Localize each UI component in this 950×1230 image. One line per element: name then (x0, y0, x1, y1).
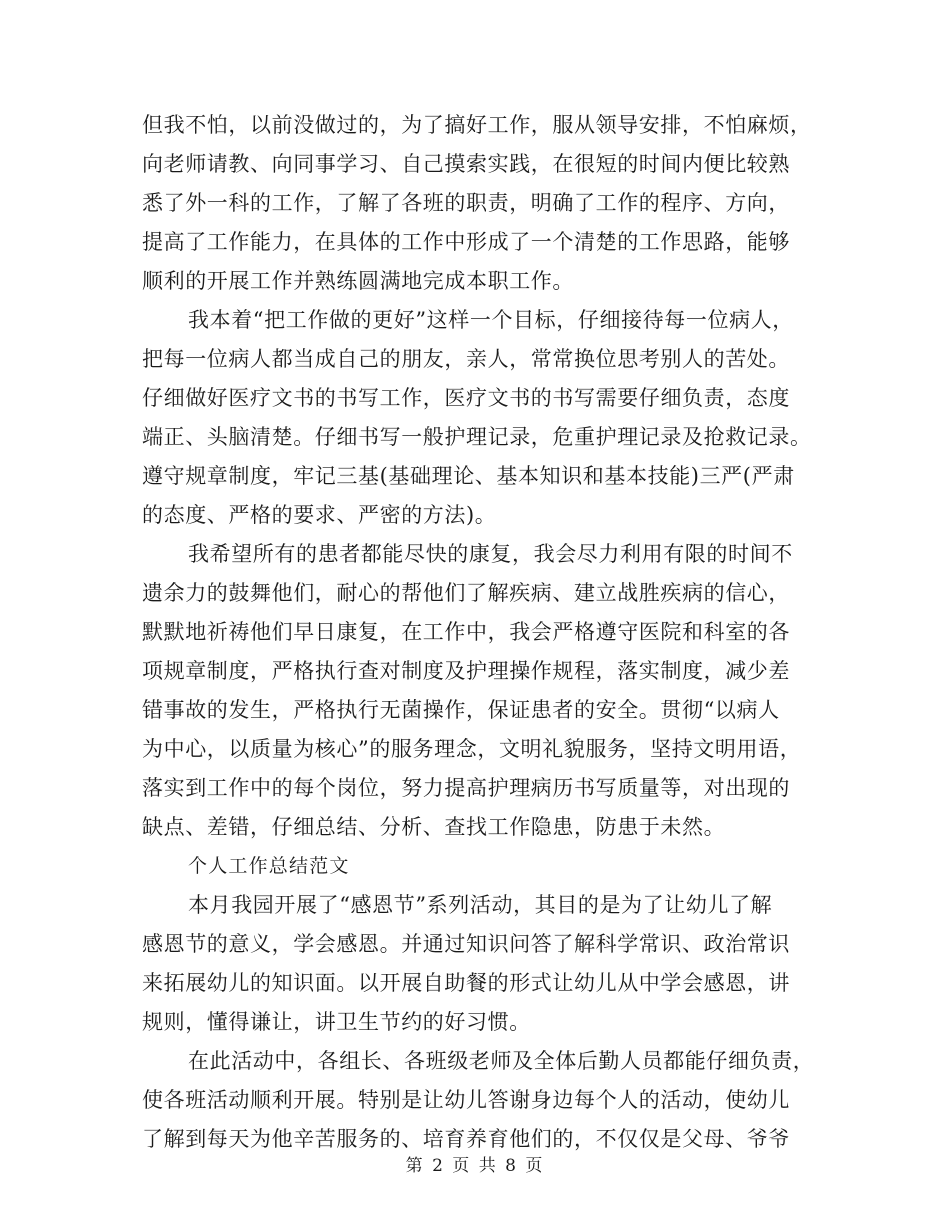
text-line: 来拓展幼儿的知识面。以开展自助餐的形式让幼儿从中学会感恩，讲 (142, 971, 790, 995)
section-heading: 个人工作总结范文 (188, 855, 350, 877)
page-footer: 第 2 页 共 8 页 (405, 1156, 545, 1176)
text-line: 项规章制度，严格执行查对制度及护理操作规程，落实制度，减少差 (142, 659, 790, 683)
text-line: 落实到工作中的每个岗位，努力提高护理病历书写质量等，对出现的 (142, 776, 790, 800)
text-line: 错事故的发生，严格执行无菌操作，保证患者的安全。贯彻“以病人 (142, 698, 780, 722)
text-line: 把每一位病人都当成自己的朋友，亲人，常常换位思考别人的苦处。 (142, 347, 790, 371)
text-line: 了解到每天为他辛苦服务的、培育养育他们的，不仅仅是父母、爷爷 (142, 1127, 790, 1151)
text-line: 使各班活动顺利开展。特别是让幼儿答谢身边每个人的活动，使幼儿 (142, 1088, 790, 1112)
text-line: 本月我园开展了“感恩节”系列活动，其目的是为了让幼儿了解 (188, 893, 773, 917)
text-line: 悉了外一科的工作，了解了各班的职责，明确了工作的程序、方向， (142, 191, 790, 215)
text-line: 规则，懂得谦让，讲卫生节约的好习惯。 (142, 1010, 531, 1034)
text-line: 遗余力的鼓舞他们，耐心的帮他们了解疾病、建立战胜疾病的信心， (142, 581, 790, 605)
text-line: 向老师请教、向同事学习、自己摸索实践，在很短的时间内便比较熟 (142, 152, 790, 176)
text-line: 在此活动中，各组长、各班级老师及全体后勤人员都能仔细负责， (188, 1049, 815, 1073)
text-line: 我本着“把工作做的更好”这样一个目标，仔细接待每一位病人， (188, 308, 794, 332)
text-line: 的态度、严格的要求、严密的方法)。 (142, 503, 497, 527)
text-line: 感恩节的意义，学会感恩。并通过知识问答了解科学常识、政治常识 (142, 932, 790, 956)
text-line: 端正、头脑清楚。仔细书写一般护理记录，危重护理记录及抢救记录。 (142, 425, 812, 449)
text-line: 为中心，以质量为核心”的服务理念，文明礼貌服务，坚持文明用语， (142, 737, 802, 761)
text-line: 但我不怕，以前没做过的，为了搞好工作，服从领导安排，不怕麻烦， (142, 113, 812, 137)
text-line: 缺点、差错，仔细总结、分析、查找工作隐患，防患于未然。 (142, 815, 726, 839)
text-line: 遵守规章制度，牢记三基(基础理论、基本知识和基本技能)三严(严肃 (142, 464, 795, 488)
document-body (142, 106, 822, 1159)
text-line: 提高了工作能力，在具体的工作中形成了一个清楚的工作思路，能够 (142, 230, 790, 254)
text-line: 顺利的开展工作并熟练圆满地完成本职工作。 (142, 269, 574, 293)
text-line: 仔细做好医疗文书的书写工作，医疗文书的书写需要仔细负责，态度 (142, 386, 790, 410)
text-line: 默默地祈祷他们早日康复，在工作中，我会严格遵守医院和科室的各 (142, 620, 790, 644)
text-line: 我希望所有的患者都能尽快的康复，我会尽力利用有限的时间不 (188, 542, 793, 566)
